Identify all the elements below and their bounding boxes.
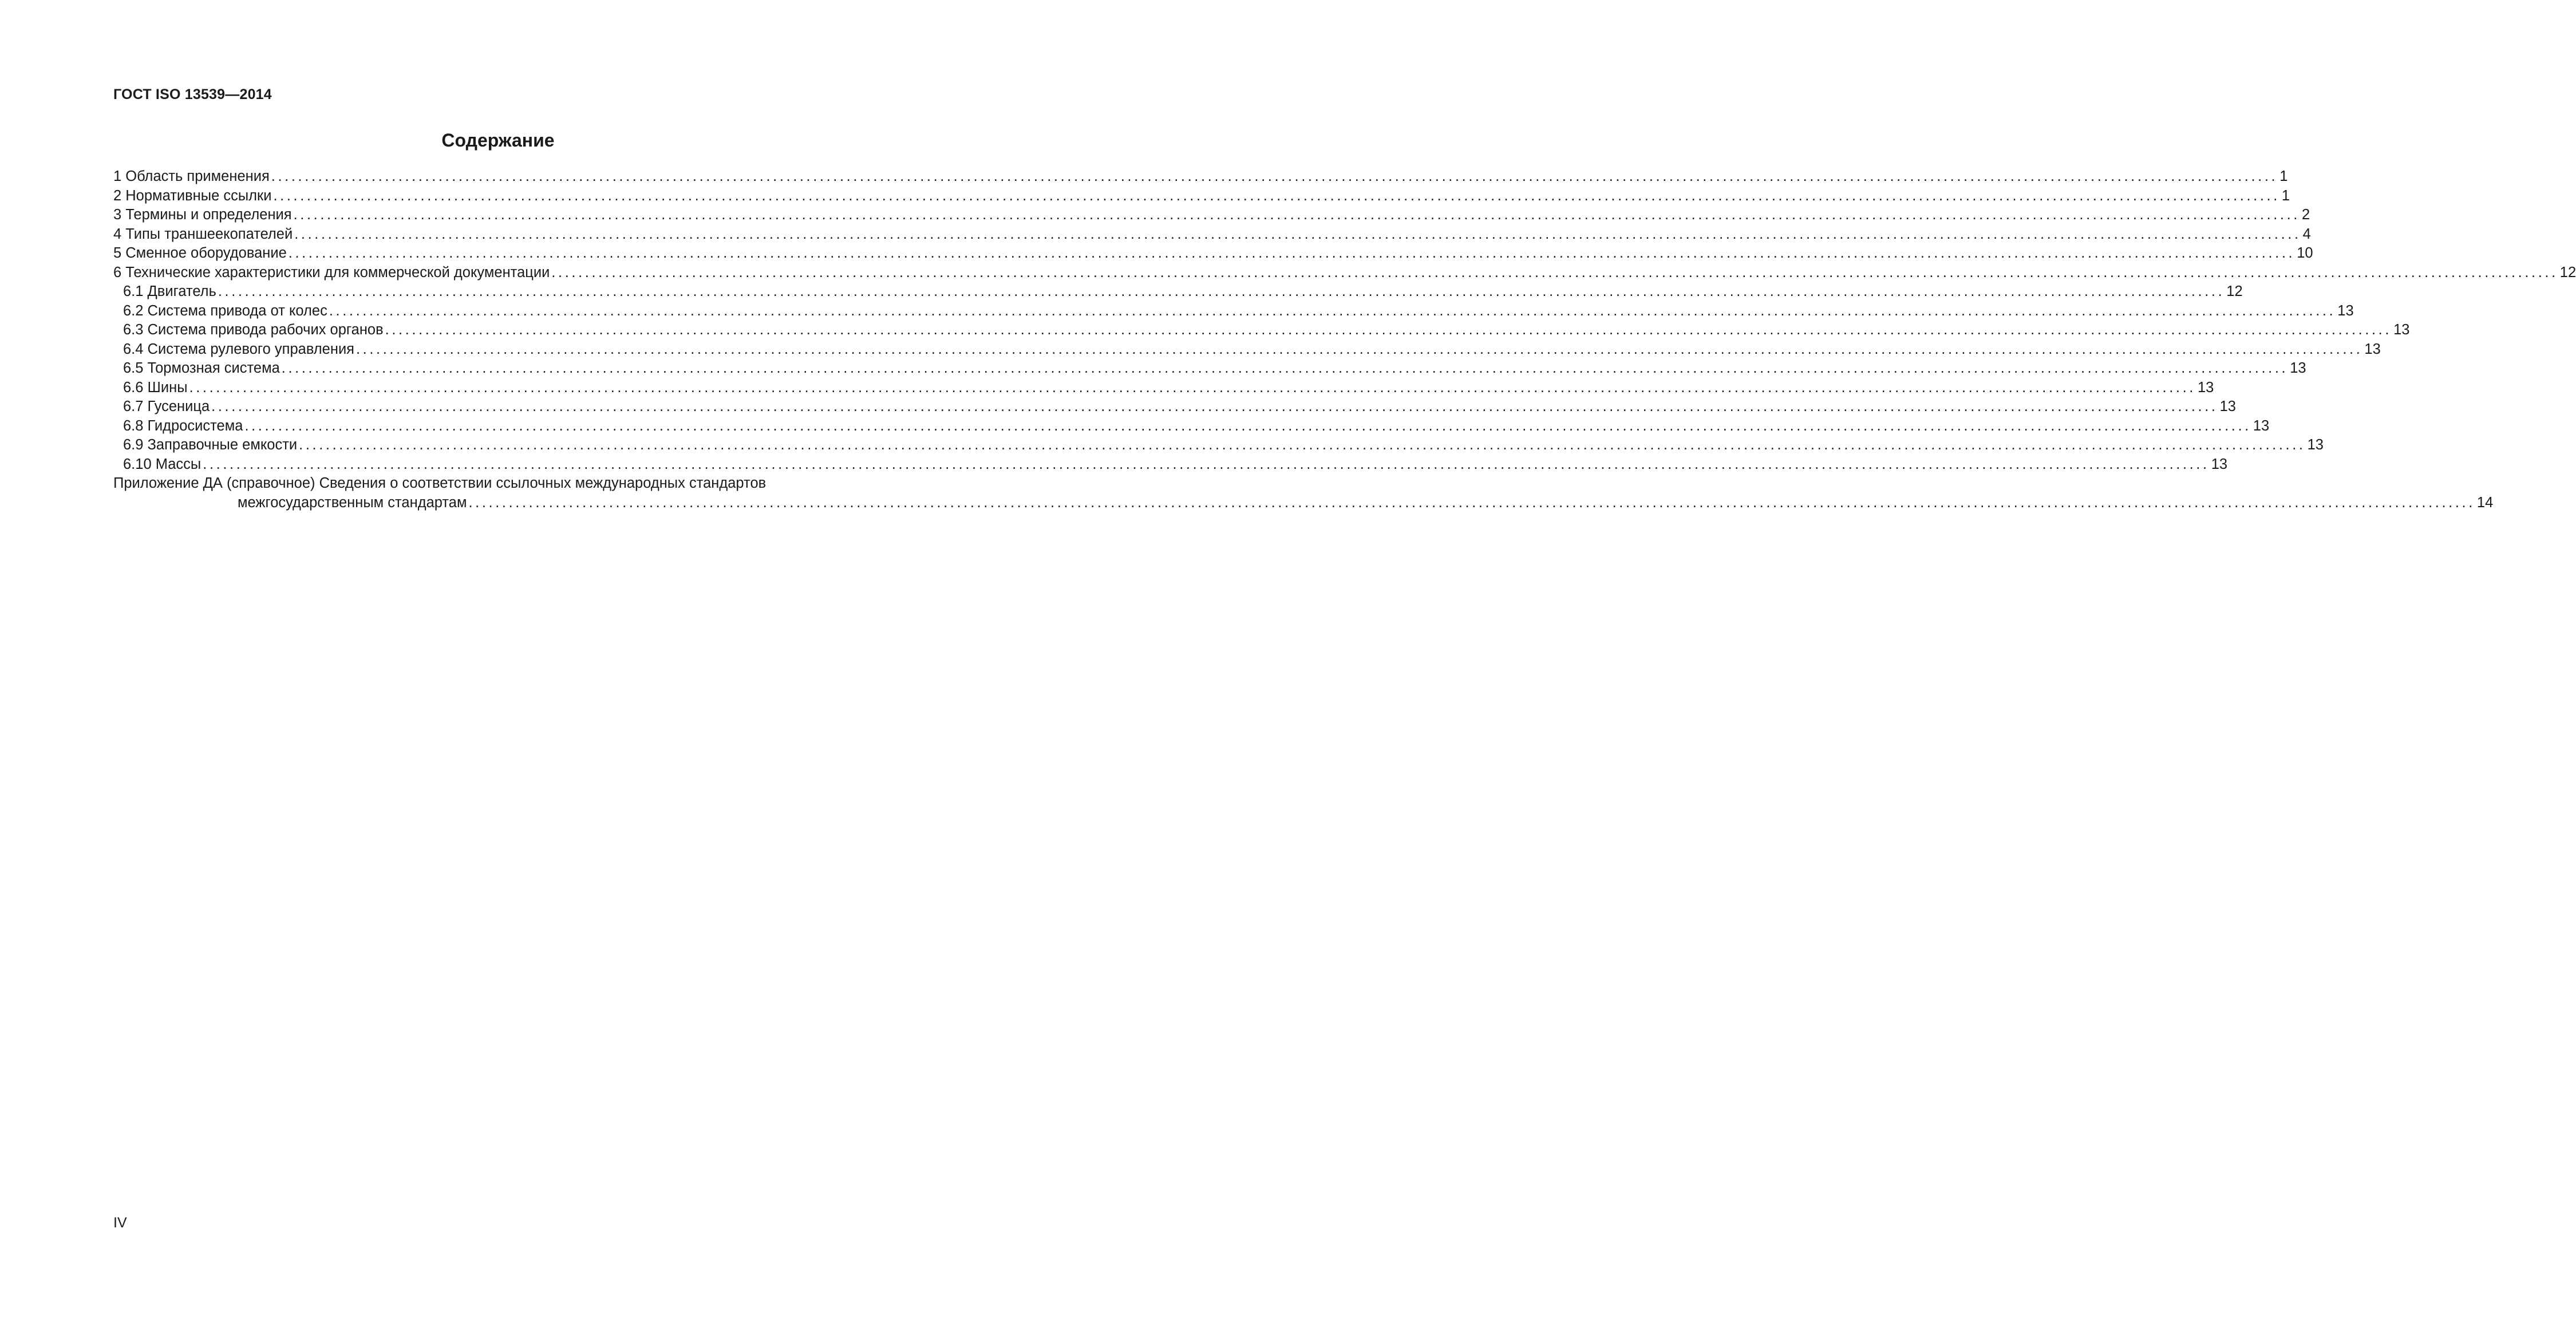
toc-entry-page: 13 bbox=[2219, 398, 2236, 414]
toc-dot-leader: ............................................................................................................................................................................................................................................................................................................ bbox=[288, 245, 2296, 261]
toc-dot-leader: ............................................................................................................................................................................................................................................................................................................ bbox=[299, 437, 2306, 453]
toc-entry-page: 13 bbox=[2393, 322, 2410, 338]
toc-dot-leader: ............................................................................................................................................................................................................................................................................................................ bbox=[273, 187, 2280, 204]
toc-entry[interactable] bbox=[113, 167, 2288, 187]
table-of-contents bbox=[113, 167, 2576, 512]
toc-entry[interactable] bbox=[113, 244, 2313, 263]
toc-heading: Содержание bbox=[441, 130, 555, 151]
toc-annex-entry-continuation[interactable] bbox=[113, 493, 2494, 513]
toc-dot-leader: ............................................................................................................................................................................................................................................................................................................ bbox=[244, 417, 2251, 434]
toc-subentry[interactable] bbox=[113, 397, 2236, 417]
toc-subentry[interactable] bbox=[113, 436, 2324, 455]
toc-entry[interactable] bbox=[113, 206, 2310, 225]
toc-annex-title-line1: Приложение ДА (справочное) Сведения о соответствии ссылочных международных стандартов bbox=[113, 475, 767, 491]
toc-entry-page: 12 bbox=[2226, 283, 2243, 299]
toc-entry-title: 3 Термины и определения bbox=[113, 207, 292, 223]
toc-entry-title: 6.8 Гидросистема bbox=[123, 417, 243, 434]
toc-dot-leader: ............................................................................................................................................................................................................................................................................................................ bbox=[218, 283, 2225, 299]
toc-entry-page: 13 bbox=[2307, 437, 2324, 453]
toc-entry-title: 6.4 Система рулевого управления bbox=[123, 341, 354, 357]
toc-entry-title: 6.5 Тормозная система bbox=[123, 360, 280, 376]
toc-entry-title: 6 Технические характеристики для коммерческой документации bbox=[113, 264, 550, 281]
toc-entry-title: 6.10 Массы bbox=[123, 456, 202, 472]
toc-entry-page: 1 bbox=[2281, 187, 2290, 204]
toc-dot-leader: ............................................................................................................................................................................................................................................................................................................ bbox=[294, 226, 2301, 242]
toc-entry-page: 4 bbox=[2302, 226, 2311, 242]
toc-annex-page: 14 bbox=[2476, 494, 2494, 511]
toc-entry-page: 1 bbox=[2279, 168, 2288, 184]
toc-entry[interactable] bbox=[113, 225, 2311, 244]
toc-entry-page: 2 bbox=[2302, 207, 2310, 223]
toc-entry-page: 13 bbox=[2364, 341, 2381, 357]
toc-entry-title: 6.9 Заправочные емкости bbox=[123, 437, 298, 453]
toc-dot-leader: ............................................................................................................................................................................................................................................................................................................ bbox=[468, 494, 2475, 511]
toc-entry-page: 13 bbox=[2197, 379, 2214, 396]
toc-dot-leader: ............................................................................................................................................................................................................................................................................................................ bbox=[281, 360, 2289, 376]
toc-annex-entry[interactable] bbox=[113, 474, 884, 493]
document-code: ГОСТ ISO 13539—2014 bbox=[113, 86, 272, 102]
toc-dot-leader: ............................................................................................................................................................................................................................................................................................................ bbox=[189, 379, 2196, 396]
toc-entry-page: 10 bbox=[2297, 245, 2313, 261]
toc-dot-leader: ............................................................................................................................................................................................................................................................................................................ bbox=[356, 341, 2363, 357]
toc-subentry[interactable] bbox=[113, 417, 2270, 436]
toc-dot-leader: ............................................................................................................................................................................................................................................................................................................ bbox=[211, 398, 2218, 414]
toc-entry-page: 13 bbox=[2290, 360, 2306, 376]
toc-dot-leader: ............................................................................................................................................................................................................................................................................................................ bbox=[385, 322, 2392, 338]
toc-dot-leader: ............................................................................................................................................................................................................................................................................................................ bbox=[203, 456, 2210, 472]
toc-dot-leader: ............................................................................................................................................................................................................................................................................................................ bbox=[329, 302, 2336, 319]
toc-entry-page: 13 bbox=[2253, 417, 2270, 434]
toc-annex-title-line2: межгосударственным стандартам bbox=[238, 494, 467, 511]
toc-subentry[interactable] bbox=[113, 302, 2354, 321]
toc-entry-title: 6.7 Гусеница bbox=[123, 398, 210, 414]
toc-entry-title: 5 Сменное оборудование bbox=[113, 245, 287, 261]
toc-entry-title: 2 Нормативные ссылки bbox=[113, 187, 272, 204]
toc-entry-title: 1 Область применения bbox=[113, 168, 270, 184]
toc-entry-page: 13 bbox=[2337, 302, 2354, 319]
toc-entry-page: 12 bbox=[2559, 264, 2576, 281]
toc-entry-page: 13 bbox=[2211, 456, 2228, 472]
toc-dot-leader: ............................................................................................................................................................................................................................................................................................................ bbox=[271, 168, 2278, 184]
toc-entry[interactable] bbox=[113, 187, 2290, 206]
toc-dot-leader: ............................................................................................................................................................................................................................................................................................................ bbox=[551, 264, 2558, 281]
toc-entry-title: 6.3 Система привода рабочих органов bbox=[123, 322, 384, 338]
toc-subentry[interactable] bbox=[113, 340, 2381, 360]
toc-entry-title: 6.1 Двигатель bbox=[123, 283, 216, 299]
toc-subentry[interactable] bbox=[113, 455, 2228, 475]
toc-dot-leader: ............................................................................................................................................................................................................................................................................................................ bbox=[293, 207, 2300, 223]
toc-subentry[interactable] bbox=[113, 282, 2243, 302]
toc-entry-title: 4 Типы траншеекопателей bbox=[113, 226, 293, 242]
toc-subentry[interactable] bbox=[113, 359, 2306, 378]
toc-entry-title: 6.6 Шины bbox=[123, 379, 188, 396]
toc-subentry[interactable] bbox=[113, 378, 2214, 398]
page-number: IV bbox=[113, 1215, 127, 1231]
toc-entry[interactable] bbox=[113, 263, 2576, 283]
toc-entry-title: 6.2 Система привода от колес bbox=[123, 302, 327, 319]
toc-subentry[interactable] bbox=[113, 321, 2410, 340]
